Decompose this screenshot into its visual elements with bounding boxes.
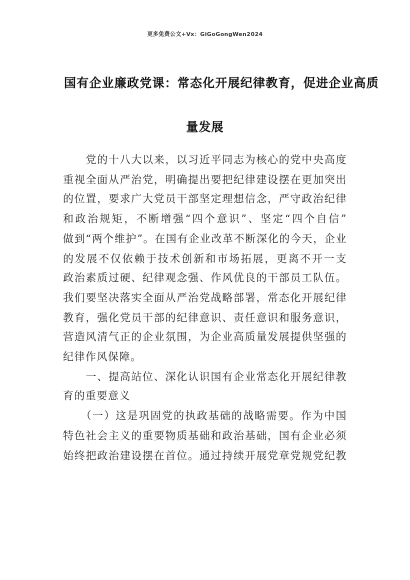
paragraph-intro — [63, 151, 347, 368]
text-line: 的发展不仅依赖于技术创新和市场拓展，更离不开一支 — [63, 252, 347, 265]
text-line: 特色社会主义的重要物质基础和政治基础，国有企业必须 — [63, 429, 347, 442]
text-line: 纪律作风保障。 — [63, 351, 142, 364]
section-heading-1 — [63, 368, 347, 407]
document-title-line-2: 量发展 — [186, 120, 224, 134]
text-line: 我们要坚决落实全面从严治党战略部署，常态化开展纪律 — [63, 291, 347, 304]
text-line: 营造风清气正的企业氛围，为企业高质量发展提供坚强的 — [63, 331, 347, 344]
text-line: 育的重要意义 — [63, 390, 131, 403]
text-line: 党的十八大以来，以习近平同志为核心的党中央高度 — [63, 154, 347, 166]
document-body — [63, 151, 347, 466]
text-line: 做到“两个维护”。在国有企业改革不断深化的今天，企业 — [63, 232, 347, 245]
header-note: 更多免费公文+Vx：GiGoGongWen2024 — [147, 32, 263, 38]
text-line: 重视全面从严治党，明确提出要把纪律建设摆在更加突出 — [63, 173, 347, 186]
text-line: 政治素质过硬、纪律观念强、作风优良的干部员工队伍。 — [63, 272, 347, 285]
text-line: 教育，强化党员干部的纪律意识、责任意识和服务意识， — [63, 311, 347, 324]
text-line: 始终把政治建设摆在首位。通过持续开展党章党规党纪教 — [63, 449, 347, 462]
text-line: 的位置，要求广大党员干部坚定理想信念，严守政治纪律 — [63, 193, 347, 206]
text-line: 和政治规矩，不断增强“四个意识”、坚定“四个自信” — [63, 213, 347, 226]
text-line: （一）这是巩固党的执政基础的战略需要。作为中国 — [63, 410, 347, 423]
document-title-line-1: 国有企业廉政党课：常态化开展纪律教育，促进企业高质 — [64, 76, 380, 90]
text-line: 一、提高站位、深化认识国有企业常态化开展纪律教 — [63, 370, 347, 383]
paragraph-subsection-1 — [63, 407, 347, 466]
